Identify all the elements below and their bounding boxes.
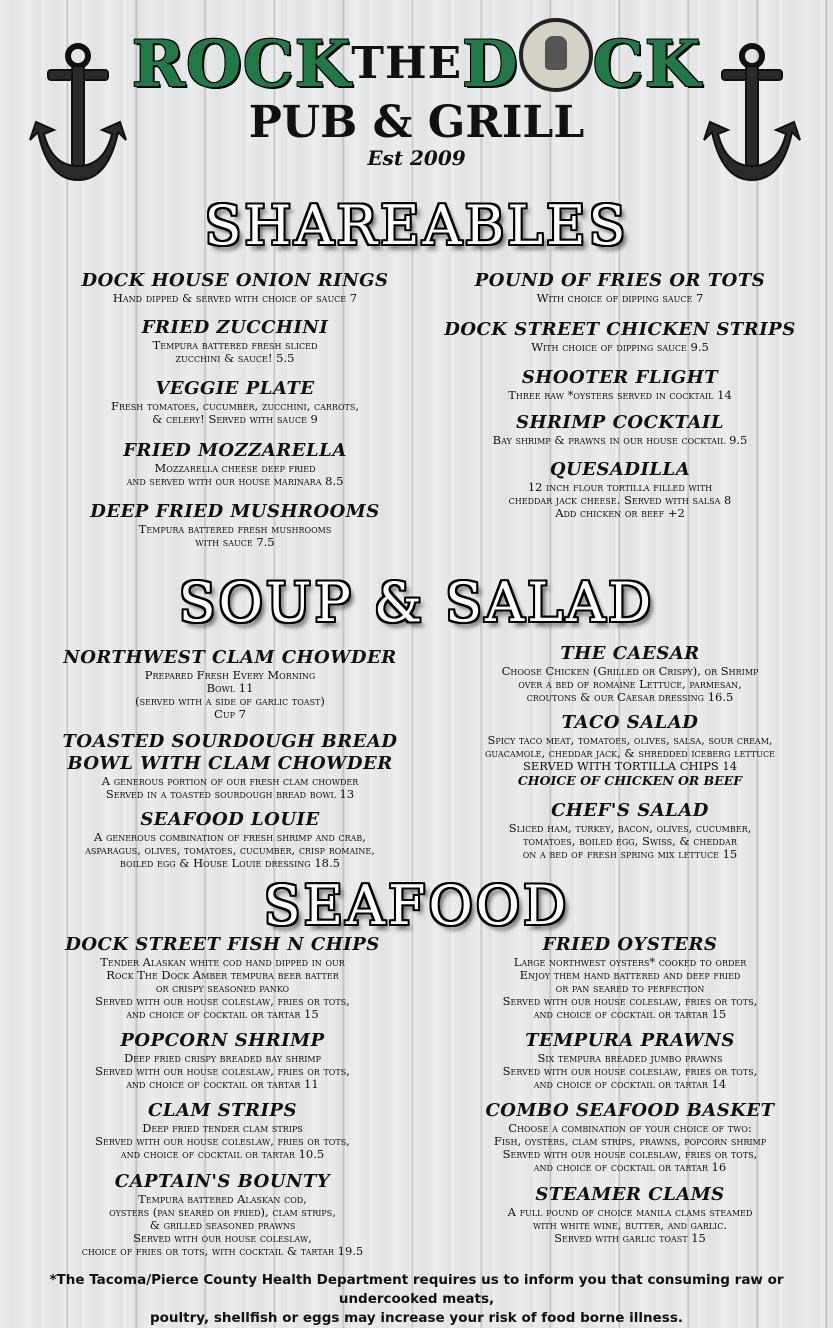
item-description: With choice of dipping sauce 7 [536,291,704,305]
item-description: Mozzarella cheese deep fried and served with our house marinara 8.5 [126,461,344,488]
item-name: SHRIMP COCKTAIL [515,412,725,433]
item-name: BOWL WITH CLAM CHOWDER [67,753,393,774]
item-description: Prepared Fresh Every Morning Bowl 11 (served with a side of garlic toast) Cup 7 [135,668,325,721]
item-description: 12 inch flour tortilla filled with cheddar jack cheese. Served with salsa 8 Add chicken or beef +2 [508,480,732,520]
item-name: DOCK STREET FISH N CHIPS [65,934,380,955]
item-description: Deep fried crispy breaded bay shrimp Served with our house coleslaw, fries or tots, and choice of cocktail or tartar 11 [95,1051,350,1091]
item-name: POUND OF FRIES OR TOTS [474,270,766,291]
brand-logo [90,18,743,170]
item-name: FRIED MOZZARELLA [123,440,347,461]
menu-item [440,1100,820,1174]
item-name: COMBO SEAFOOD BASKET [485,1100,775,1121]
menu-item [430,270,810,305]
menu-item [50,270,420,305]
item-description: Sliced ham, turkey, bacon, olives, cucumber, tomatoes, boiled egg, Swiss, & cheddar on a bed of fresh spring mix lettuce 15 [508,821,752,861]
item-name: VEGGIE PLATE [155,378,315,399]
item-name: STEAMER CLAMS [535,1184,725,1205]
item-description: Choose Chicken (Grilled or Crispy), or Shrimp over a bed of romaine Lettuce, parmesan, croutons & our Caesar dressing 16.5 [501,664,759,704]
logo-emblem-icon [519,18,593,92]
menu-item [440,1030,820,1091]
menu-item [440,934,820,1021]
item-name: SEAFOOD LOUIE [140,809,320,830]
menu-item [30,1100,415,1161]
health-disclaimer [0,1271,833,1328]
item-name: THE CAESAR [560,643,700,664]
menu-item [30,934,415,1021]
menu-item [430,800,830,861]
menu-item [430,319,810,354]
item-name: NORTHWEST CLAM CHOWDER [63,647,397,668]
menu-item [430,412,810,447]
item-name: TOASTED SOURDOUGH BREAD [62,731,398,752]
menu-item [50,440,420,488]
section-title-seafood: SEAFOOD [263,874,570,937]
menu-item [30,809,430,870]
item-description: Tempura battered fresh sliced zucchini & sauce! 5.5 [152,338,318,365]
menu-item [430,643,830,704]
item-description: A generous portion of our fresh clam chowder Served in a toasted sourdough bread bowl 13 [101,774,359,801]
item-name: QUESADILLA [549,459,691,480]
menu-item [50,378,420,426]
menu-item [430,712,830,788]
item-description: A full pound of choice manila clams steamed with white wine, butter, and garlic. Served with garlic toast 15 [507,1205,753,1245]
item-description: Tempura battered Alaskan cod, oysters (pan seared or fried), clam strips, & grilled seasoned prawns Served with our house coleslaw, choice of fries or tots, with cocktail & tartar 19.5 [81,1192,364,1258]
item-name: SHOOTER FLIGHT [521,367,719,388]
menu-item [50,501,420,549]
item-name: DEEP FRIED MUSHROOMS [90,501,380,522]
menu-header [0,0,833,180]
item-description: Fresh tomatoes, cucumber, zucchini, carrots, & celery! Served with sauce 9 [110,399,359,426]
item-description: Tender Alaskan white cod hand dipped in our Rock The Dock Amber tempura beer batter or crispy seasoned panko Served with our house coleslaw, fries or tots, and choice of cocktail or tartar 15 [95,955,350,1021]
item-description: Choose a combination of your choice of two: Fish, oysters, clam strips, prawns, popcorn shrimp Served with our house coleslaw, fries or tots, and choice of cocktail or tartar 16 [493,1121,767,1174]
brand-name: ROCKTHED CK [90,18,743,104]
item-name: CLAM STRIPS [148,1100,297,1121]
item-name: CAPTAIN'S BOUNTY [114,1171,331,1192]
menu-item [430,459,810,520]
item-name: POPCORN SHRIMP [120,1030,325,1051]
item-note: CHOICE OF CHICKEN OR BEEF [517,773,743,788]
item-name: DOCK STREET CHICKEN STRIPS [444,319,796,340]
item-description: Bay shrimp & prawns in our house cocktail 9.5 [492,433,748,447]
item-description: Large northwest oysters* cooked to order Enjoy them hand battered and deep fried or pan seared to perfection Served with our house coleslaw, fries or tots, and choice of cocktail or tartar 15 [502,955,758,1021]
disclaimer-line: *The Tacoma/Pierce County Health Department requires us to inform you that consuming raw or undercooked meats, [49,1272,784,1307]
section-title-soup-salad: SOUP & SALAD [178,571,655,634]
item-name: FRIED ZUCCHINI [141,317,329,338]
item-description: Hand dipped & served with choice of sauce 7 [112,291,358,305]
menu-item [440,1184,820,1245]
brand-subtitle: PUB & GRILL [248,97,585,148]
item-name: DOCK HOUSE ONION RINGS [81,270,389,291]
menu-item [30,731,430,801]
menu-item [30,647,430,721]
item-name: TEMPURA PRAWNS [525,1030,735,1051]
menu-item [50,317,420,365]
brand-established: Est 2009 [367,146,466,170]
item-name: CHEF'S SALAD [551,800,709,821]
item-name: TACO SALAD [561,712,699,733]
menu-item [430,367,810,402]
menu-item [30,1171,415,1258]
section-title-shareables: SHAREABLES [204,194,629,257]
item-description: With choice of dipping sauce 9.5 [531,340,709,354]
item-description: Spicy taco meat, tomatoes, olives, salsa, sour cream, guacamole, cheddar jack, & shredded iceberg lettuce SERVED WITH TORTILLA CHIPS 14 [485,733,775,773]
menu-item [30,1030,415,1091]
item-description: Deep fried tender clam strips Served with our house coleslaw, fries or tots, and choice of cocktail or tartar 10.5 [95,1121,350,1161]
disclaimer-line: poultry, shellfish or eggs may increase your risk of food borne illness. [149,1310,684,1326]
item-description: Tempura battered fresh mushrooms with sauce 7.5 [138,522,332,549]
item-description: Three raw *oysters served in cocktail 14 [508,388,732,402]
item-description: Six tempura breaded jumbo prawns Served with our house coleslaw, fries or tots, and choice of cocktail or tartar 14 [502,1051,758,1091]
item-name: FRIED OYSTERS [542,934,718,955]
item-description: A generous combination of fresh shrimp and crab, asparagus, olives, tomatoes, cucumber, crisp romaine, boiled egg & House Louie dressing 18.5 [85,830,375,870]
